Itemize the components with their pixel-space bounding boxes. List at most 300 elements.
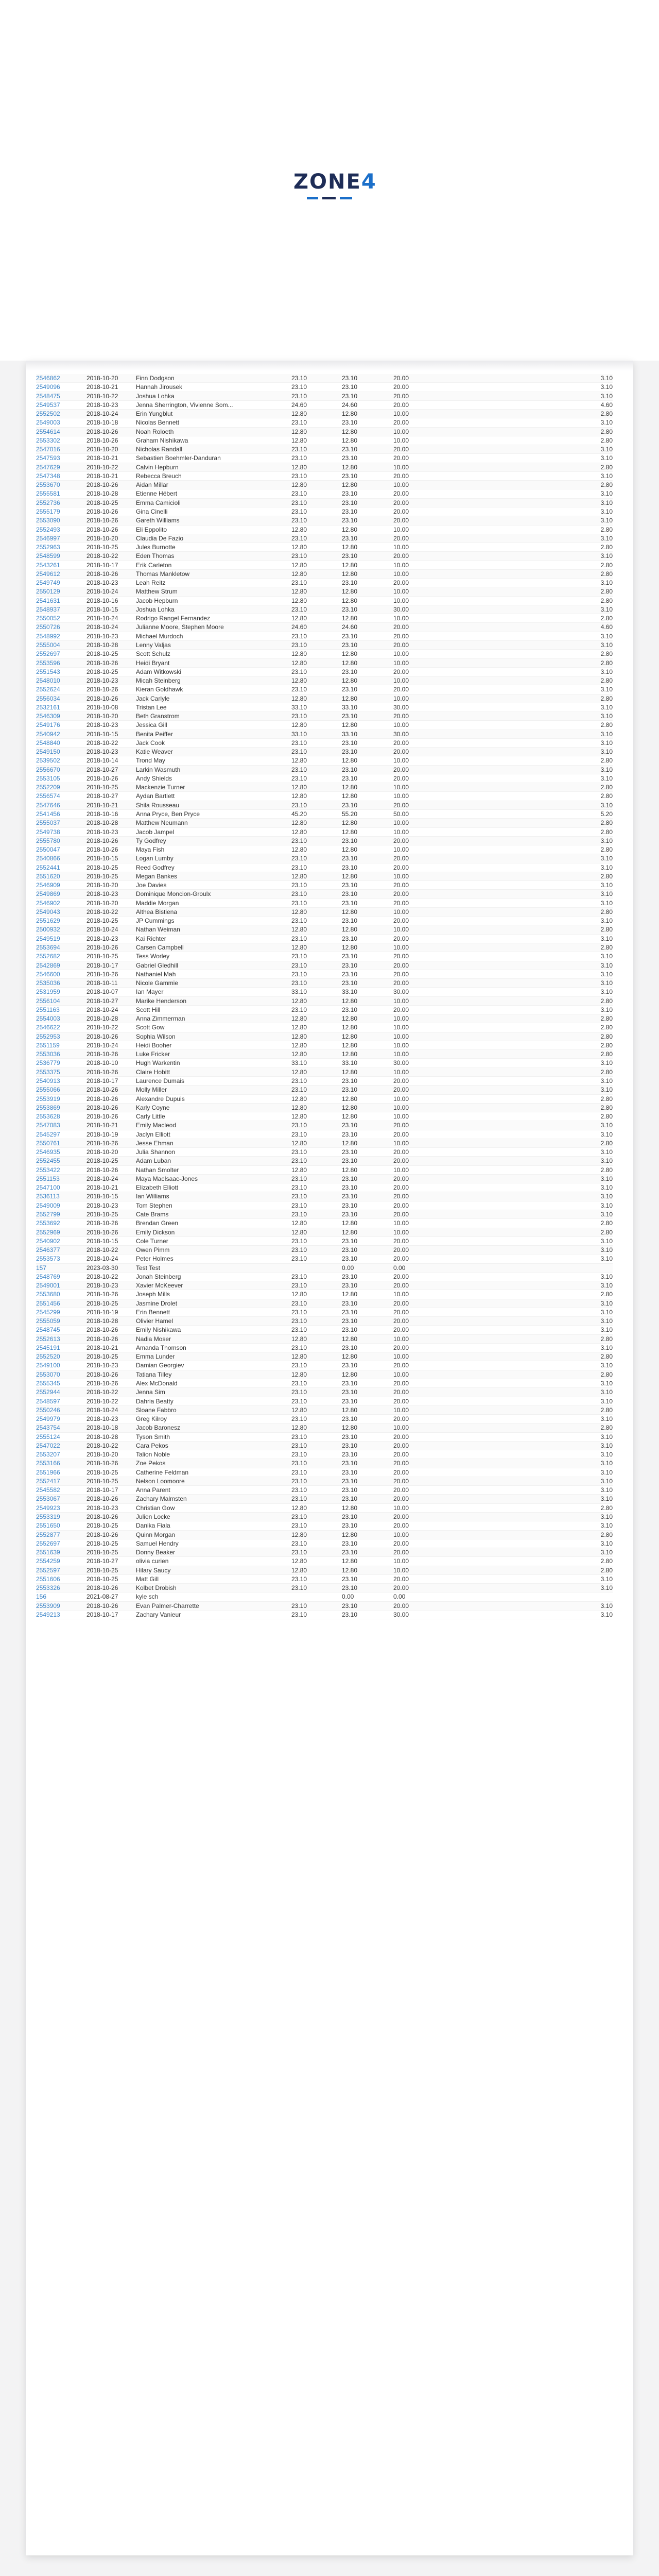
amount-paid: 12.80 — [342, 1024, 358, 1031]
amount-total: 12.80 — [291, 1557, 307, 1565]
table-row — [36, 712, 613, 721]
amount-total: 23.10 — [291, 890, 307, 898]
order-id-link[interactable]: 2556670 — [36, 766, 60, 773]
order-id-link[interactable]: 2548992 — [36, 632, 60, 640]
amount-base: 20.00 — [393, 1175, 409, 1182]
order-id-link[interactable]: 2540942 — [36, 730, 60, 738]
order-id-link[interactable]: 2547646 — [36, 801, 60, 809]
order-id-link[interactable]: 2553909 — [36, 1602, 60, 1609]
participant-name: Jessica Gill — [136, 721, 167, 729]
order-id-link[interactable]: 2552455 — [36, 1157, 60, 1165]
order-id-link[interactable]: 2556574 — [36, 792, 60, 800]
order-id-link[interactable]: 156 — [36, 1593, 47, 1601]
participant-name: Nathan Weiman — [136, 926, 180, 934]
amount-paid: 12.80 — [342, 694, 358, 702]
order-id-link[interactable]: 2536113 — [36, 1193, 60, 1200]
order-id-link[interactable]: 2555179 — [36, 507, 60, 515]
amount-total: 12.80 — [291, 1228, 307, 1236]
table-row — [36, 463, 613, 472]
order-date: 2018-10-24 — [86, 1006, 118, 1013]
order-id-link[interactable]: 2545582 — [36, 1486, 60, 1494]
amount-fee: 3.10 — [600, 953, 613, 960]
order-id-link[interactable]: 2549096 — [36, 383, 60, 391]
order-id-link[interactable]: 2549003 — [36, 419, 60, 427]
order-id-link[interactable]: 2556104 — [36, 997, 60, 1005]
amount-total: 12.80 — [291, 721, 307, 729]
table-row — [36, 534, 613, 543]
amount-fee: 2.80 — [600, 944, 613, 951]
amount-fee: 2.80 — [600, 846, 613, 854]
amount-paid: 23.10 — [342, 454, 358, 462]
order-id-link[interactable]: 2540902 — [36, 1237, 60, 1245]
order-id-link[interactable]: 2552502 — [36, 410, 60, 418]
order-id-link[interactable]: 2541631 — [36, 597, 60, 604]
order-id-link[interactable]: 2552441 — [36, 863, 60, 871]
amount-total: 23.10 — [291, 1282, 307, 1290]
amount-total: 12.80 — [291, 1104, 307, 1111]
amount-total: 12.80 — [291, 944, 307, 951]
order-date: 2023-03-30 — [86, 1264, 118, 1272]
table-row — [36, 783, 613, 792]
amount-fee: 3.10 — [600, 1237, 613, 1245]
amount-base: 20.00 — [393, 1210, 409, 1218]
amount-base: 20.00 — [393, 953, 409, 960]
table-row — [36, 1104, 613, 1112]
order-id-link[interactable]: 2545297 — [36, 1130, 60, 1138]
amount-fee: 3.10 — [600, 375, 613, 382]
order-id-link[interactable]: 2546997 — [36, 534, 60, 542]
order-id-link[interactable]: 2549537 — [36, 401, 60, 409]
amount-paid: 23.10 — [342, 899, 358, 907]
order-id-link[interactable]: 2556034 — [36, 694, 60, 702]
order-id-link[interactable]: 2548475 — [36, 392, 60, 400]
order-id-link[interactable]: 2552624 — [36, 686, 60, 693]
order-id-link[interactable]: 2550761 — [36, 1139, 60, 1147]
order-id-link[interactable]: 2553375 — [36, 1068, 60, 1076]
order-id-link[interactable]: 2553166 — [36, 1460, 60, 1467]
order-id-link[interactable]: 2549150 — [36, 748, 60, 756]
participant-name: Claudia De Fazio — [136, 534, 184, 542]
amount-base: 20.00 — [393, 383, 409, 391]
order-id-link[interactable]: 2552736 — [36, 499, 60, 506]
order-date: 2018-10-27 — [86, 766, 118, 773]
amount-base: 10.00 — [393, 1424, 409, 1432]
order-id-link[interactable]: 2553680 — [36, 1291, 60, 1298]
table-row — [36, 925, 613, 934]
amount-paid: 33.10 — [342, 988, 358, 996]
table-row — [36, 872, 613, 881]
order-date: 2018-10-21 — [86, 1184, 118, 1192]
order-id-link[interactable]: 2548599 — [36, 552, 60, 560]
order-id-link[interactable]: 2551163 — [36, 1006, 60, 1013]
amount-total: 23.10 — [291, 1611, 307, 1618]
order-date: 2018-10-25 — [86, 1210, 118, 1218]
amount-paid: 23.10 — [342, 979, 358, 987]
order-id-link[interactable]: 2553692 — [36, 1219, 60, 1227]
amount-base: 20.00 — [393, 1157, 409, 1165]
order-id-link[interactable]: 2553919 — [36, 1095, 60, 1103]
amount-total: 23.10 — [291, 1460, 307, 1467]
order-date: 2018-10-20 — [86, 534, 118, 542]
table-row — [36, 685, 613, 694]
order-id-link[interactable]: 2551606 — [36, 1575, 60, 1583]
amount-base: 10.00 — [393, 944, 409, 951]
amount-total: 23.10 — [291, 1513, 307, 1520]
amount-total: 12.80 — [291, 757, 307, 765]
order-id-link[interactable]: 2554259 — [36, 1557, 60, 1565]
amount-total: 23.10 — [291, 1255, 307, 1263]
amount-total: 12.80 — [291, 1050, 307, 1058]
order-id-link[interactable]: 2546902 — [36, 899, 60, 907]
order-id-link[interactable]: 2553036 — [36, 1050, 60, 1058]
order-id-link[interactable]: 2549043 — [36, 908, 60, 916]
order-date: 2018-10-25 — [86, 1539, 118, 1547]
order-id-link[interactable]: 2500932 — [36, 926, 60, 934]
amount-total: 23.10 — [291, 1130, 307, 1138]
amount-paid: 12.80 — [342, 1557, 358, 1565]
amount-fee: 3.10 — [600, 1397, 613, 1405]
order-id-link[interactable]: 2552969 — [36, 1228, 60, 1236]
order-id-link[interactable]: 2553694 — [36, 944, 60, 951]
order-id-link[interactable]: 2554003 — [36, 1015, 60, 1023]
order-id-link[interactable]: 2546622 — [36, 1024, 60, 1031]
participant-name: Donny Beaker — [136, 1549, 176, 1556]
table-row — [36, 739, 613, 748]
order-id-link[interactable]: 2550047 — [36, 846, 60, 854]
order-id-link[interactable]: 2540866 — [36, 855, 60, 862]
order-id-link[interactable]: 2553869 — [36, 1104, 60, 1111]
order-id-link[interactable]: 2547348 — [36, 472, 60, 480]
order-id-link[interactable]: 2547016 — [36, 446, 60, 453]
order-id-link[interactable]: 2548745 — [36, 1326, 60, 1334]
order-id-link[interactable]: 2548937 — [36, 605, 60, 613]
amount-total: 23.10 — [291, 605, 307, 613]
order-date: 2018-10-20 — [86, 375, 118, 382]
table-row — [36, 845, 613, 854]
participant-name: Anna Parent — [136, 1486, 170, 1494]
amount-total: 12.80 — [291, 544, 307, 551]
order-date: 2018-10-24 — [86, 926, 118, 934]
participant-name: Scott Schulz — [136, 650, 170, 658]
order-id-link[interactable]: 2552597 — [36, 1566, 60, 1574]
order-id-link[interactable]: 2551966 — [36, 1468, 60, 1476]
amount-total: 23.10 — [291, 1477, 307, 1485]
order-id-link[interactable]: 2547083 — [36, 1122, 60, 1129]
participant-name: Tatiana Tilley — [136, 1370, 172, 1378]
amount-total: 23.10 — [291, 534, 307, 542]
order-id-link[interactable]: 2550246 — [36, 1406, 60, 1414]
order-date: 2018-10-23 — [86, 890, 118, 898]
order-id-link[interactable]: 2553302 — [36, 436, 60, 444]
order-id-link[interactable]: 2547593 — [36, 454, 60, 462]
amount-paid: 23.10 — [342, 1237, 358, 1245]
amount-paid: 23.10 — [342, 534, 358, 542]
order-id-link[interactable]: 2552682 — [36, 953, 60, 960]
order-id-link[interactable]: 2549738 — [36, 828, 60, 836]
order-id-link[interactable]: 2543261 — [36, 561, 60, 569]
order-id-link[interactable]: 2554614 — [36, 428, 60, 435]
amount-paid: 23.10 — [342, 1415, 358, 1423]
order-id-link[interactable]: 2546600 — [36, 970, 60, 978]
participant-name: Amanda Thomson — [136, 1344, 186, 1351]
order-date: 2018-10-24 — [86, 1406, 118, 1414]
table-row — [36, 703, 613, 712]
table-row — [36, 1130, 613, 1139]
order-id-link[interactable]: 2552520 — [36, 1353, 60, 1361]
amount-base: 10.00 — [393, 481, 409, 489]
order-id-link[interactable]: 2550726 — [36, 623, 60, 631]
amount-base: 20.00 — [393, 1299, 409, 1307]
order-id-link[interactable]: 2555124 — [36, 1433, 60, 1440]
amount-total: 12.80 — [291, 1032, 307, 1040]
table-row — [36, 1308, 613, 1317]
participant-name: Alex McDonald — [136, 1380, 178, 1387]
order-date: 2018-10-25 — [86, 872, 118, 880]
order-id-link[interactable]: 2539502 — [36, 757, 60, 765]
order-id-link[interactable]: 2548769 — [36, 1273, 60, 1280]
table-row — [36, 543, 613, 552]
order-id-link[interactable]: 2547022 — [36, 1442, 60, 1449]
order-id-link[interactable]: 2553067 — [36, 1495, 60, 1503]
participant-name: Molly Miller — [136, 1086, 167, 1094]
table-row — [36, 1183, 613, 1192]
order-id-link[interactable]: 2553070 — [36, 1370, 60, 1378]
amount-fee: 4.60 — [600, 401, 613, 409]
amount-total: 23.10 — [291, 1522, 307, 1530]
amount-total: 12.80 — [291, 463, 307, 471]
amount-total: 12.80 — [291, 926, 307, 934]
order-id-link[interactable]: 2549869 — [36, 890, 60, 898]
order-id-link[interactable]: 2549009 — [36, 1201, 60, 1209]
order-id-link[interactable]: 2549979 — [36, 1415, 60, 1423]
amount-paid: 23.10 — [342, 801, 358, 809]
amount-base: 10.00 — [393, 1166, 409, 1174]
amount-paid: 23.10 — [342, 641, 358, 649]
amount-paid: 12.80 — [342, 792, 358, 800]
table-row — [36, 1068, 613, 1077]
zone4-logo[interactable] — [293, 170, 377, 199]
participant-name: Jacob Jampel — [136, 828, 175, 836]
amount-fee: 3.10 — [600, 1380, 613, 1387]
order-id-link[interactable]: 2551153 — [36, 1175, 60, 1182]
amount-fee: 3.10 — [600, 419, 613, 427]
order-id-link[interactable]: 2551650 — [36, 1522, 60, 1530]
order-id-link[interactable]: 2555037 — [36, 819, 60, 827]
order-id-link[interactable]: 2549213 — [36, 1611, 60, 1618]
order-id-link[interactable]: 2549519 — [36, 935, 60, 942]
order-id-link[interactable]: 2553422 — [36, 1166, 60, 1174]
order-date: 2018-10-24 — [86, 1255, 118, 1263]
table-row — [36, 1495, 613, 1503]
order-id-link[interactable]: 2552209 — [36, 784, 60, 791]
order-id-link[interactable]: 2551620 — [36, 872, 60, 880]
amount-paid: 12.80 — [342, 872, 358, 880]
order-id-link[interactable]: 2549749 — [36, 579, 60, 587]
order-id-link[interactable]: 2536779 — [36, 1059, 60, 1067]
order-id-link[interactable]: 2546909 — [36, 882, 60, 889]
amount-paid: 23.10 — [342, 1246, 358, 1254]
order-id-link[interactable]: 2551639 — [36, 1549, 60, 1556]
amount-fee: 2.80 — [600, 1024, 613, 1031]
table-row — [36, 1273, 613, 1281]
order-date: 2018-10-23 — [86, 579, 118, 587]
order-id-link[interactable]: 2552799 — [36, 1210, 60, 1218]
order-id-link[interactable]: 2553573 — [36, 1255, 60, 1263]
order-id-link[interactable]: 2549100 — [36, 1362, 60, 1369]
order-id-link[interactable]: 2555004 — [36, 641, 60, 649]
amount-base: 20.00 — [393, 961, 409, 969]
participant-name: Zoe Pekos — [136, 1460, 166, 1467]
amount-total: 23.10 — [291, 1273, 307, 1280]
amount-paid: 12.80 — [342, 784, 358, 791]
amount-fee: 3.10 — [600, 917, 613, 925]
order-id-link[interactable]: 2552697 — [36, 1539, 60, 1547]
table-row — [36, 819, 613, 827]
amount-fee: 3.10 — [600, 1415, 613, 1423]
amount-total: 23.10 — [291, 1201, 307, 1209]
order-id-link[interactable]: 2549923 — [36, 1504, 60, 1512]
order-id-link[interactable]: 2555345 — [36, 1380, 60, 1387]
order-id-link[interactable]: 2552944 — [36, 1388, 60, 1396]
participant-name: Carly Little — [136, 1113, 165, 1121]
table-row — [36, 410, 613, 418]
order-date: 2018-10-27 — [86, 1557, 118, 1565]
order-id-link[interactable]: 2555581 — [36, 490, 60, 498]
order-id-link[interactable]: 2552697 — [36, 650, 60, 658]
order-id-link[interactable]: 2552613 — [36, 1335, 60, 1343]
order-id-link[interactable]: 2551159 — [36, 1041, 60, 1049]
order-id-link[interactable]: 2553105 — [36, 774, 60, 782]
order-id-link[interactable]: 2548597 — [36, 1397, 60, 1405]
amount-base: 20.00 — [393, 401, 409, 409]
order-id-link[interactable]: 2540913 — [36, 1077, 60, 1084]
amount-fee: 2.80 — [600, 1370, 613, 1378]
order-id-link[interactable]: 2553670 — [36, 481, 60, 489]
amount-fee: 3.10 — [600, 579, 613, 587]
amount-paid: 24.60 — [342, 623, 358, 631]
order-date: 2018-10-21 — [86, 801, 118, 809]
amount-paid: 23.10 — [342, 1388, 358, 1396]
amount-fee: 2.80 — [600, 588, 613, 596]
order-date: 2018-10-26 — [86, 694, 118, 702]
order-id-link[interactable]: 2552493 — [36, 526, 60, 533]
order-id-link[interactable]: 2553207 — [36, 1451, 60, 1459]
order-id-link[interactable]: 2542869 — [36, 961, 60, 969]
order-id-link[interactable]: 2546935 — [36, 1148, 60, 1156]
amount-total: 23.10 — [291, 1575, 307, 1583]
amount-total: 23.10 — [291, 1415, 307, 1423]
order-id-link[interactable]: 2535036 — [36, 979, 60, 987]
table-row — [36, 863, 613, 872]
amount-total: 23.10 — [291, 899, 307, 907]
amount-base: 20.00 — [393, 1273, 409, 1280]
page-header — [0, 0, 659, 361]
amount-paid: 23.10 — [342, 472, 358, 480]
participant-name: Cate Brams — [136, 1210, 169, 1218]
order-id-link[interactable]: 2553628 — [36, 1113, 60, 1121]
logo-text-number: 4 — [361, 170, 377, 194]
amount-total: 12.80 — [291, 1566, 307, 1574]
amount-total: 23.10 — [291, 454, 307, 462]
table-row — [36, 1406, 613, 1415]
amount-base: 20.00 — [393, 890, 409, 898]
order-id-link[interactable]: 2546377 — [36, 1246, 60, 1254]
order-id-link[interactable]: 2552953 — [36, 1032, 60, 1040]
amount-fee: 2.80 — [600, 544, 613, 551]
order-id-link[interactable]: 2549176 — [36, 721, 60, 729]
amount-base: 10.00 — [393, 436, 409, 444]
order-id-link[interactable]: 2551629 — [36, 917, 60, 925]
order-id-link[interactable]: 2548840 — [36, 739, 60, 747]
order-id-link[interactable]: 2555059 — [36, 1317, 60, 1325]
amount-total: 33.10 — [291, 703, 307, 711]
order-id-link[interactable]: 2546309 — [36, 713, 60, 720]
table-row — [36, 1468, 613, 1477]
order-id-link[interactable]: 2552877 — [36, 1531, 60, 1538]
amount-total: 23.10 — [291, 1317, 307, 1325]
order-id-link[interactable]: 2541456 — [36, 810, 60, 818]
amount-total: 23.10 — [291, 446, 307, 453]
order-id-link[interactable]: 2555780 — [36, 837, 60, 844]
table-row — [36, 507, 613, 516]
order-id-link[interactable]: 157 — [36, 1264, 47, 1272]
order-date: 2018-10-27 — [86, 997, 118, 1005]
amount-base: 20.00 — [393, 979, 409, 987]
order-id-link[interactable]: 2550052 — [36, 615, 60, 622]
order-id-link[interactable]: 2547100 — [36, 1184, 60, 1192]
order-id-link[interactable]: 2546862 — [36, 375, 60, 382]
order-id-link[interactable]: 2552417 — [36, 1477, 60, 1485]
order-id-link[interactable]: 2553326 — [36, 1584, 60, 1592]
participant-name: Talion Noble — [136, 1451, 170, 1459]
order-id-link[interactable]: 2549612 — [36, 570, 60, 578]
amount-base: 20.00 — [393, 1317, 409, 1325]
order-id-link[interactable]: 2553319 — [36, 1513, 60, 1520]
participant-name: Damian Georgiev — [136, 1362, 184, 1369]
amount-base: 10.00 — [393, 570, 409, 578]
order-date: 2018-10-17 — [86, 1611, 118, 1618]
order-id-link[interactable]: 2550129 — [36, 588, 60, 596]
amount-paid: 23.10 — [342, 1122, 358, 1129]
amount-paid: 12.80 — [342, 1424, 358, 1432]
order-id-link[interactable]: 2548010 — [36, 677, 60, 685]
amount-base: 20.00 — [393, 739, 409, 747]
order-id-link[interactable]: 2545299 — [36, 1308, 60, 1316]
order-id-link[interactable]: 2555066 — [36, 1086, 60, 1094]
order-id-link[interactable]: 2553090 — [36, 517, 60, 524]
order-id-link[interactable]: 2531959 — [36, 988, 60, 996]
order-id-link[interactable]: 2547629 — [36, 463, 60, 471]
order-id-link[interactable]: 2532161 — [36, 703, 60, 711]
order-id-link[interactable]: 2545191 — [36, 1344, 60, 1351]
order-id-link[interactable]: 2553596 — [36, 659, 60, 667]
participant-name: Thomas Mankletow — [136, 570, 190, 578]
amount-total: 23.10 — [291, 935, 307, 942]
table-row — [36, 1023, 613, 1032]
table-row — [36, 1423, 613, 1432]
participant-name: Greg Kilroy — [136, 1415, 167, 1423]
order-id-link[interactable]: 2543754 — [36, 1424, 60, 1432]
order-date: 2018-10-26 — [86, 686, 118, 693]
amount-fee: 3.10 — [600, 1433, 613, 1440]
order-id-link[interactable]: 2552963 — [36, 544, 60, 551]
order-id-link[interactable]: 2551456 — [36, 1299, 60, 1307]
amount-paid: 12.80 — [342, 997, 358, 1005]
participant-name: Adam Witkowski — [136, 668, 182, 675]
amount-fee: 3.10 — [600, 979, 613, 987]
order-id-link[interactable]: 2549001 — [36, 1282, 60, 1290]
order-id-link[interactable]: 2551543 — [36, 668, 60, 675]
